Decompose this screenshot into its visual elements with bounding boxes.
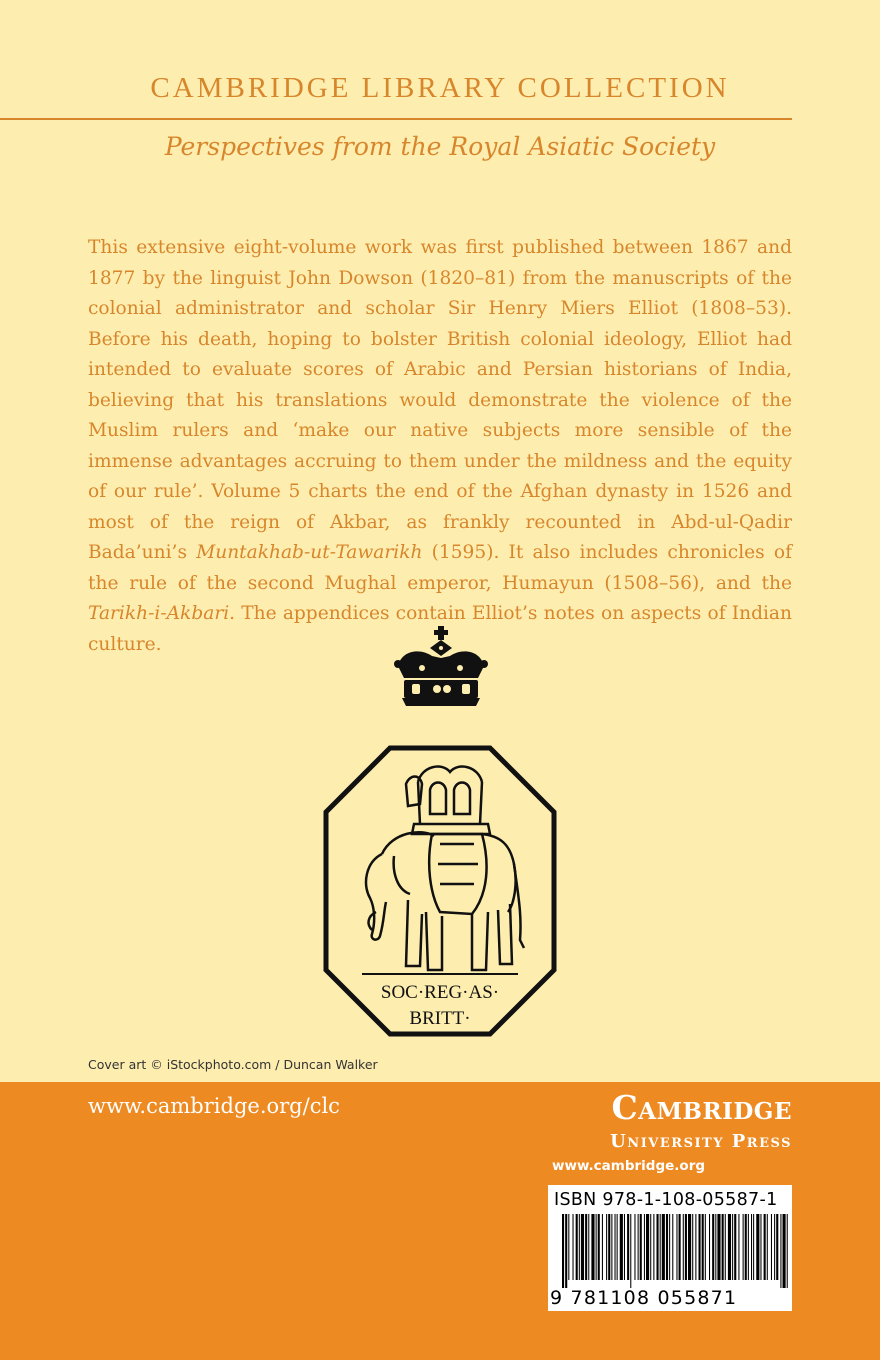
barcode-bar: [709, 1214, 710, 1280]
barcode-bar: [771, 1214, 772, 1280]
barcode-bar: [776, 1214, 778, 1280]
barcode-bar: [598, 1214, 600, 1280]
book-title-muntakhab: Muntakhab-ut-Tawarikh: [196, 542, 423, 563]
barcode-bar: [660, 1214, 661, 1280]
barcode-bar: [753, 1214, 754, 1280]
barcode-bar: [615, 1214, 616, 1280]
barcode-bar: [666, 1214, 668, 1280]
barcode-bar: [748, 1214, 749, 1280]
book-description: [88, 233, 792, 660]
barcode-bar: [679, 1214, 681, 1280]
barcode-bar: [767, 1214, 768, 1280]
barcode-bar: [717, 1214, 720, 1280]
barcode-bar: [695, 1214, 696, 1280]
barcode-bar: [662, 1214, 665, 1280]
barcode-bar: [579, 1214, 580, 1280]
barcode-bar: [573, 1214, 574, 1280]
barcode-bar: [728, 1214, 731, 1280]
seal-motto-line2: BRITT·: [409, 1008, 471, 1029]
barcode-bar: [650, 1214, 651, 1280]
barcode-bar: [685, 1214, 687, 1280]
barcode-icon: [562, 1214, 788, 1288]
description-text: This extensive eight-volume work was first published between 1867 and 1877 by the linguist John Dowson (1820–81) from the manuscripts of the colonial administrator and scholar Sir Henry Miers Elliot (1808–53). Before his death, hoping to bolster British colonial ideology, Elliot had intended to evaluate scores of Arabic and Persian historians of India, believing that his translations would demonstrate the violence of the Muslim rulers and ‘make our native subjects more sensible of the immense advantages accruing to them under the mildness and the equity of our rule’. Volume 5 charts the end of the Afghan dynasty in 1526 and most of the reign of Akbar, as frankly recounted in Abd-ul-Qadir Bada’uni’s: [88, 237, 792, 563]
barcode-bar: [725, 1214, 726, 1280]
barcode-bar: [606, 1214, 607, 1280]
barcode-bar: [745, 1214, 747, 1280]
barcode-bar: [764, 1214, 766, 1280]
barcode-bar: [702, 1214, 704, 1280]
barcode-bar: [576, 1214, 578, 1280]
barcode-bar: [640, 1214, 642, 1280]
barcode-bar: [676, 1214, 677, 1280]
barcode-bar: [760, 1214, 761, 1280]
series-title: CAMBRIDGE LIBRARY COLLECTION: [150, 72, 730, 104]
barcode-digits: 9 781108 055871: [550, 1287, 738, 1309]
barcode-bar: [783, 1214, 786, 1288]
barcode-bar: [630, 1214, 631, 1288]
barcode-bar: [787, 1214, 788, 1288]
barcode-bar: [712, 1214, 714, 1280]
barcode-bar: [774, 1214, 775, 1280]
barcode-bar: [705, 1214, 706, 1280]
barcode-bar: [562, 1214, 564, 1288]
barcode-bar: [588, 1214, 589, 1280]
series-subtitle: Perspectives from the Royal Asiatic Society: [164, 132, 716, 161]
barcode-bar: [634, 1214, 635, 1280]
isbn-barcode-box: [548, 1185, 792, 1311]
barcode-bar: [688, 1214, 691, 1280]
barcode-bar: [617, 1214, 618, 1280]
barcode-bar: [581, 1214, 584, 1280]
barcode-bar: [644, 1214, 645, 1280]
series-url-link[interactable]: www.cambridge.org/clc: [88, 1094, 340, 1118]
barcode-bar: [638, 1214, 639, 1280]
barcode-bar: [780, 1214, 781, 1288]
society-seal: [322, 744, 558, 1038]
barcode-bar: [738, 1214, 739, 1280]
description-text: (1595). It also includes chronicles of the rule of the second Mughal emperor, Humayun (1508–56), and the: [88, 542, 792, 594]
barcode-bar: [620, 1214, 623, 1280]
publisher-press: University Press: [610, 1131, 792, 1152]
elephant-icon: [366, 767, 524, 970]
barcode-bar: [568, 1214, 569, 1280]
barcode-bar: [653, 1214, 654, 1280]
barcode-bar: [699, 1214, 701, 1280]
barcode-bar: [715, 1214, 716, 1280]
barcode-bar: [608, 1214, 610, 1280]
barcode-bar: [692, 1214, 693, 1280]
barcode-bar: [734, 1214, 736, 1280]
barcode-bar: [722, 1214, 724, 1280]
book-title-tarikh: Tarikh-i-Akbari: [88, 603, 230, 624]
seal-motto-line1: SOC·REG·AS·: [380, 982, 500, 1003]
barcode-bar: [591, 1214, 594, 1280]
barcode-bar: [672, 1214, 673, 1280]
barcode-bar: [646, 1214, 649, 1280]
barcode-bar: [756, 1214, 759, 1280]
barcode-bar: [585, 1214, 587, 1280]
description-text: . The appendices contain Elliot’s notes on aspects of Indian culture.: [88, 603, 792, 655]
barcode-bar: [657, 1214, 659, 1280]
barcode-bar: [611, 1214, 612, 1280]
crown-icon: [392, 626, 490, 706]
barcode-bar: [743, 1214, 744, 1280]
cover-art-credit: Cover art © iStockphoto.com / Duncan Walker: [88, 1057, 378, 1072]
title-divider: [0, 118, 792, 120]
barcode-bar: [596, 1214, 597, 1280]
barcode-bar: [624, 1214, 625, 1280]
barcode-bar: [683, 1214, 684, 1280]
barcode-bar: [565, 1214, 567, 1288]
publisher-url-link[interactable]: www.cambridge.org: [552, 1158, 706, 1174]
barcode-bar: [732, 1214, 733, 1280]
publisher-name: Cambridge: [611, 1088, 792, 1127]
barcode-bar: [669, 1214, 670, 1280]
barcode-bar: [602, 1214, 603, 1280]
barcode-bar: [751, 1214, 752, 1280]
isbn-label: ISBN 978-1-108-05587-1: [554, 1190, 778, 1210]
barcode-bar: [627, 1214, 629, 1280]
